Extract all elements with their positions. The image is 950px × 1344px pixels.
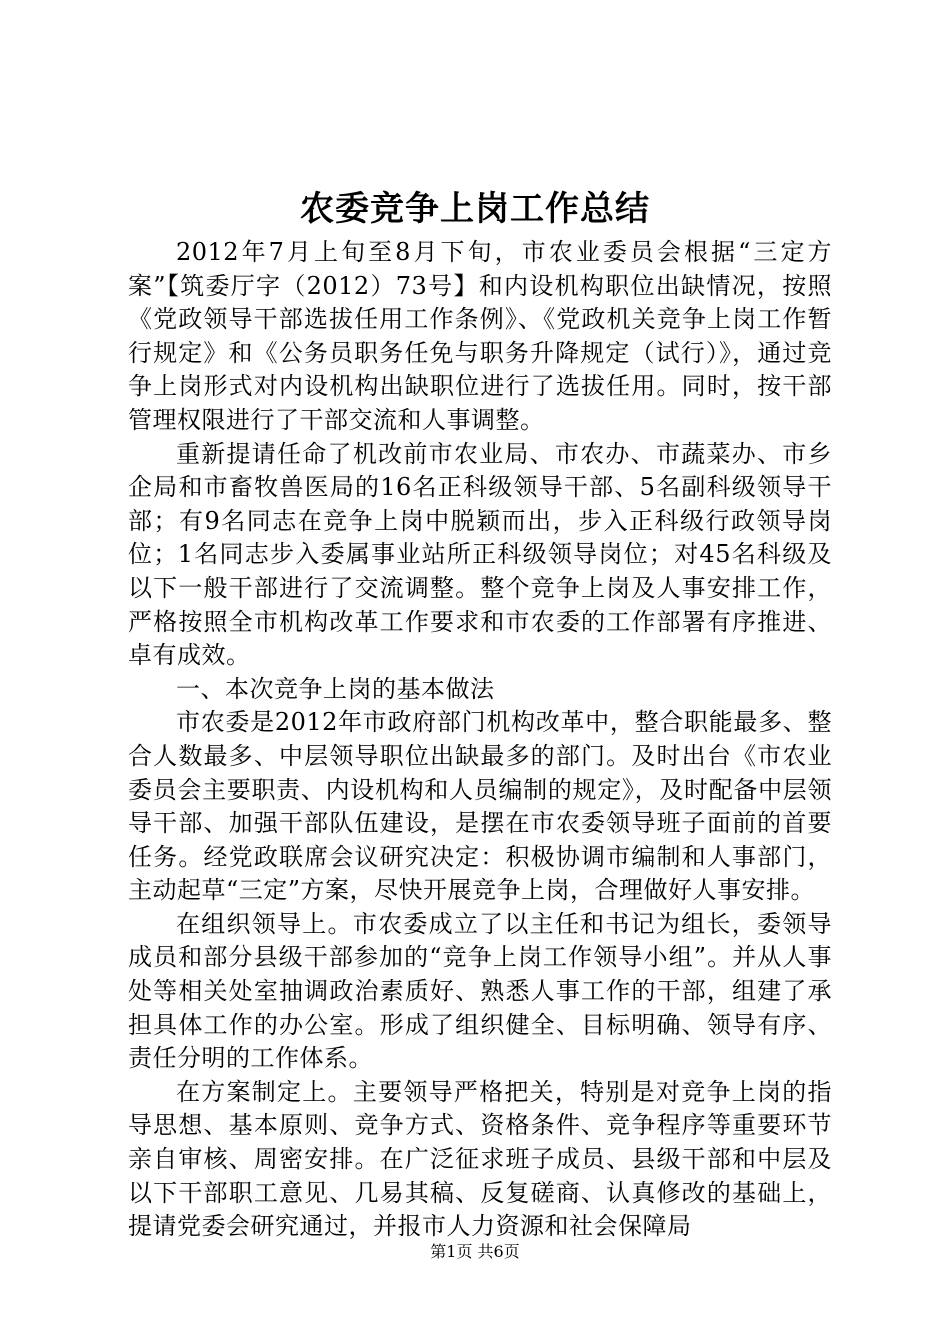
page-footer: 第1页 共6页 xyxy=(430,1242,520,1261)
document-title: 农委竞争上岗工作总结 xyxy=(300,189,650,229)
document-body xyxy=(128,236,832,1244)
paragraph-background: 市农委是2012年市政府部门机构改革中，整合职能最多、整合人数最多、中层领导职位出缺最多的部门。及时出台《市农业委员会主要职责、内设机构和人员编制的规定》，及时配备中层领导干部、加强干部队伍建设，是摆在市农委领导班子面前的首要任务。经党政联席会议研究决定：积极协调市编制和人事部门，主动起草“三定”方案，尽快开展竞争上岗，合理做好人事安排。 xyxy=(128,708,832,905)
paragraph-organization: 在组织领导上。市农委成立了以主任和书记为组长，委领导成员和部分县级干部参加的“竞争上岗工作领导小组”。并从人事处等相关处室抽调政治素质好、熟悉人事工作的干部，组建了承担具体工作的办公室。形成了组织健全、目标明确、领导有序、责任分明的工作体系。 xyxy=(128,909,832,1073)
section-heading-basic-approach: 一、本次竞争上岗的基本做法 xyxy=(176,674,495,703)
paragraph-plan: 在方案制定上。主要领导严格把关，特别是对竞争上岗的指导思想、基本原则、竞争方式、资格条件、竞争程序等重要环节亲自审核、周密安排。在广泛征求班子成员、县级干部和中层及以下干部职工意见、几易其稿、反复磋商、认真修改的基础上，提请党委会研究通过，并报市人力资源和社会保障局 xyxy=(128,1077,832,1241)
paragraph-appointments: 重新提请任命了机改前市农业局、市农办、市蔬菜办、市乡企局和市畜牧兽医局的16名正科级领导干部、5名副科级领导干部；有9名同志在竞争上岗中脱颖而出，步入正科级行政领导岗位；1名同志步入委属事业站所正科级领导岗位；对45名科级及以下一般干部进行了交流调整。整个竞争上岗及人事安排工作，严格按照全市机构改革工作要求和市农委的工作部署有序推进、卓有成效。 xyxy=(128,439,832,670)
paragraph-intro: 2012年7月上旬至8月下旬，市农业委员会根据“三定方案”【筑委厅字（2012）73号】和内设机构职位出缺情况，按照《党政领导干部选拔任用工作条例》、《党政机关竞争上岗工作暂行规定》和《公务员职务任免与职务升降规定（试行）》，通过竞争上岗形式对内设机构出缺职位进行了选拔任用。同时，按干部管理权限进行了干部交流和人事调整。 xyxy=(128,238,832,434)
